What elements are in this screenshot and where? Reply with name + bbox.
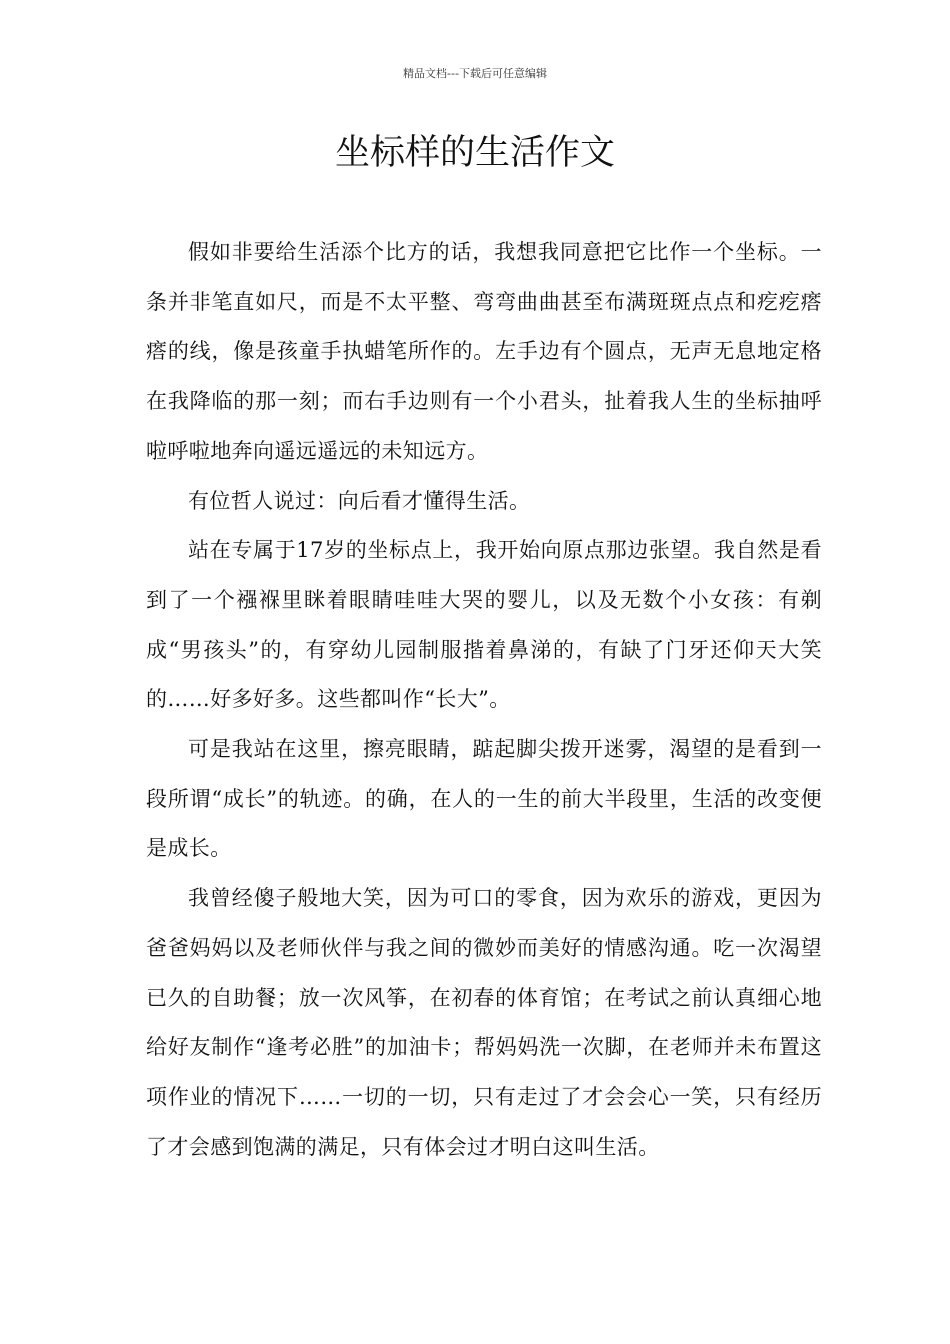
paragraph: 假如非要给生活添个比方的话，我想我同意把它比作一个坐标。一条并非笔直如尺，而是不太平整、弯弯曲曲甚至布满斑斑点点和疙疙瘩瘩的线，像是孩童手执蜡笔所作的。左手边有个圆点，无声无息地定格在我降临的那一刻；而右手边则有一个小君头，扯着我人生的坐标抽呼啦呼啦地奔向遥远遥远的未知远方。 (146, 240, 822, 463)
page-header: 精品文档---下载后可任意编辑 (403, 67, 547, 80)
document-body (146, 228, 822, 1172)
paragraph: 我曾经傻子般地大笑，因为可口的零食，因为欢乐的游戏，更因为爸爸妈妈以及老师伙伴与我之间的微妙而美好的情感沟通。吃一次渴望已久的自助餐；放一次风筝，在初春的体育馆；在考试之前认真细心地给好友制作“逢考必胜”的加油卡；帮妈妈洗一次脚，在老师并未布置这项作业的情况下……一切的一切，只有走过了才会会心一笑，只有经历了才会感到饱满的满足，只有体会过才明白这叫生活。 (146, 886, 822, 1159)
paragraph: 站在专属于17岁的坐标点上，我开始向原点那边张望。我自然是看到了一个襁褓里眯着眼睛哇哇大哭的婴儿，以及无数个小女孩：有剃成“男孩头”的，有穿幼儿园制服揩着鼻涕的，有缺了门牙还仰天大笑的……好多好多。这些都叫作“长大”。 (146, 538, 822, 712)
paragraph: 可是我站在这里，擦亮眼睛，踮起脚尖拨开迷雾，渴望的是看到一段所谓“成长”的轨迹。的确，在人的一生的前大半段里，生活的改变便是成长。 (146, 737, 822, 861)
document-title: 坐标样的生活作文 (334, 133, 615, 173)
paragraph: 有位哲人说过：向后看才懂得生活。 (188, 488, 531, 513)
